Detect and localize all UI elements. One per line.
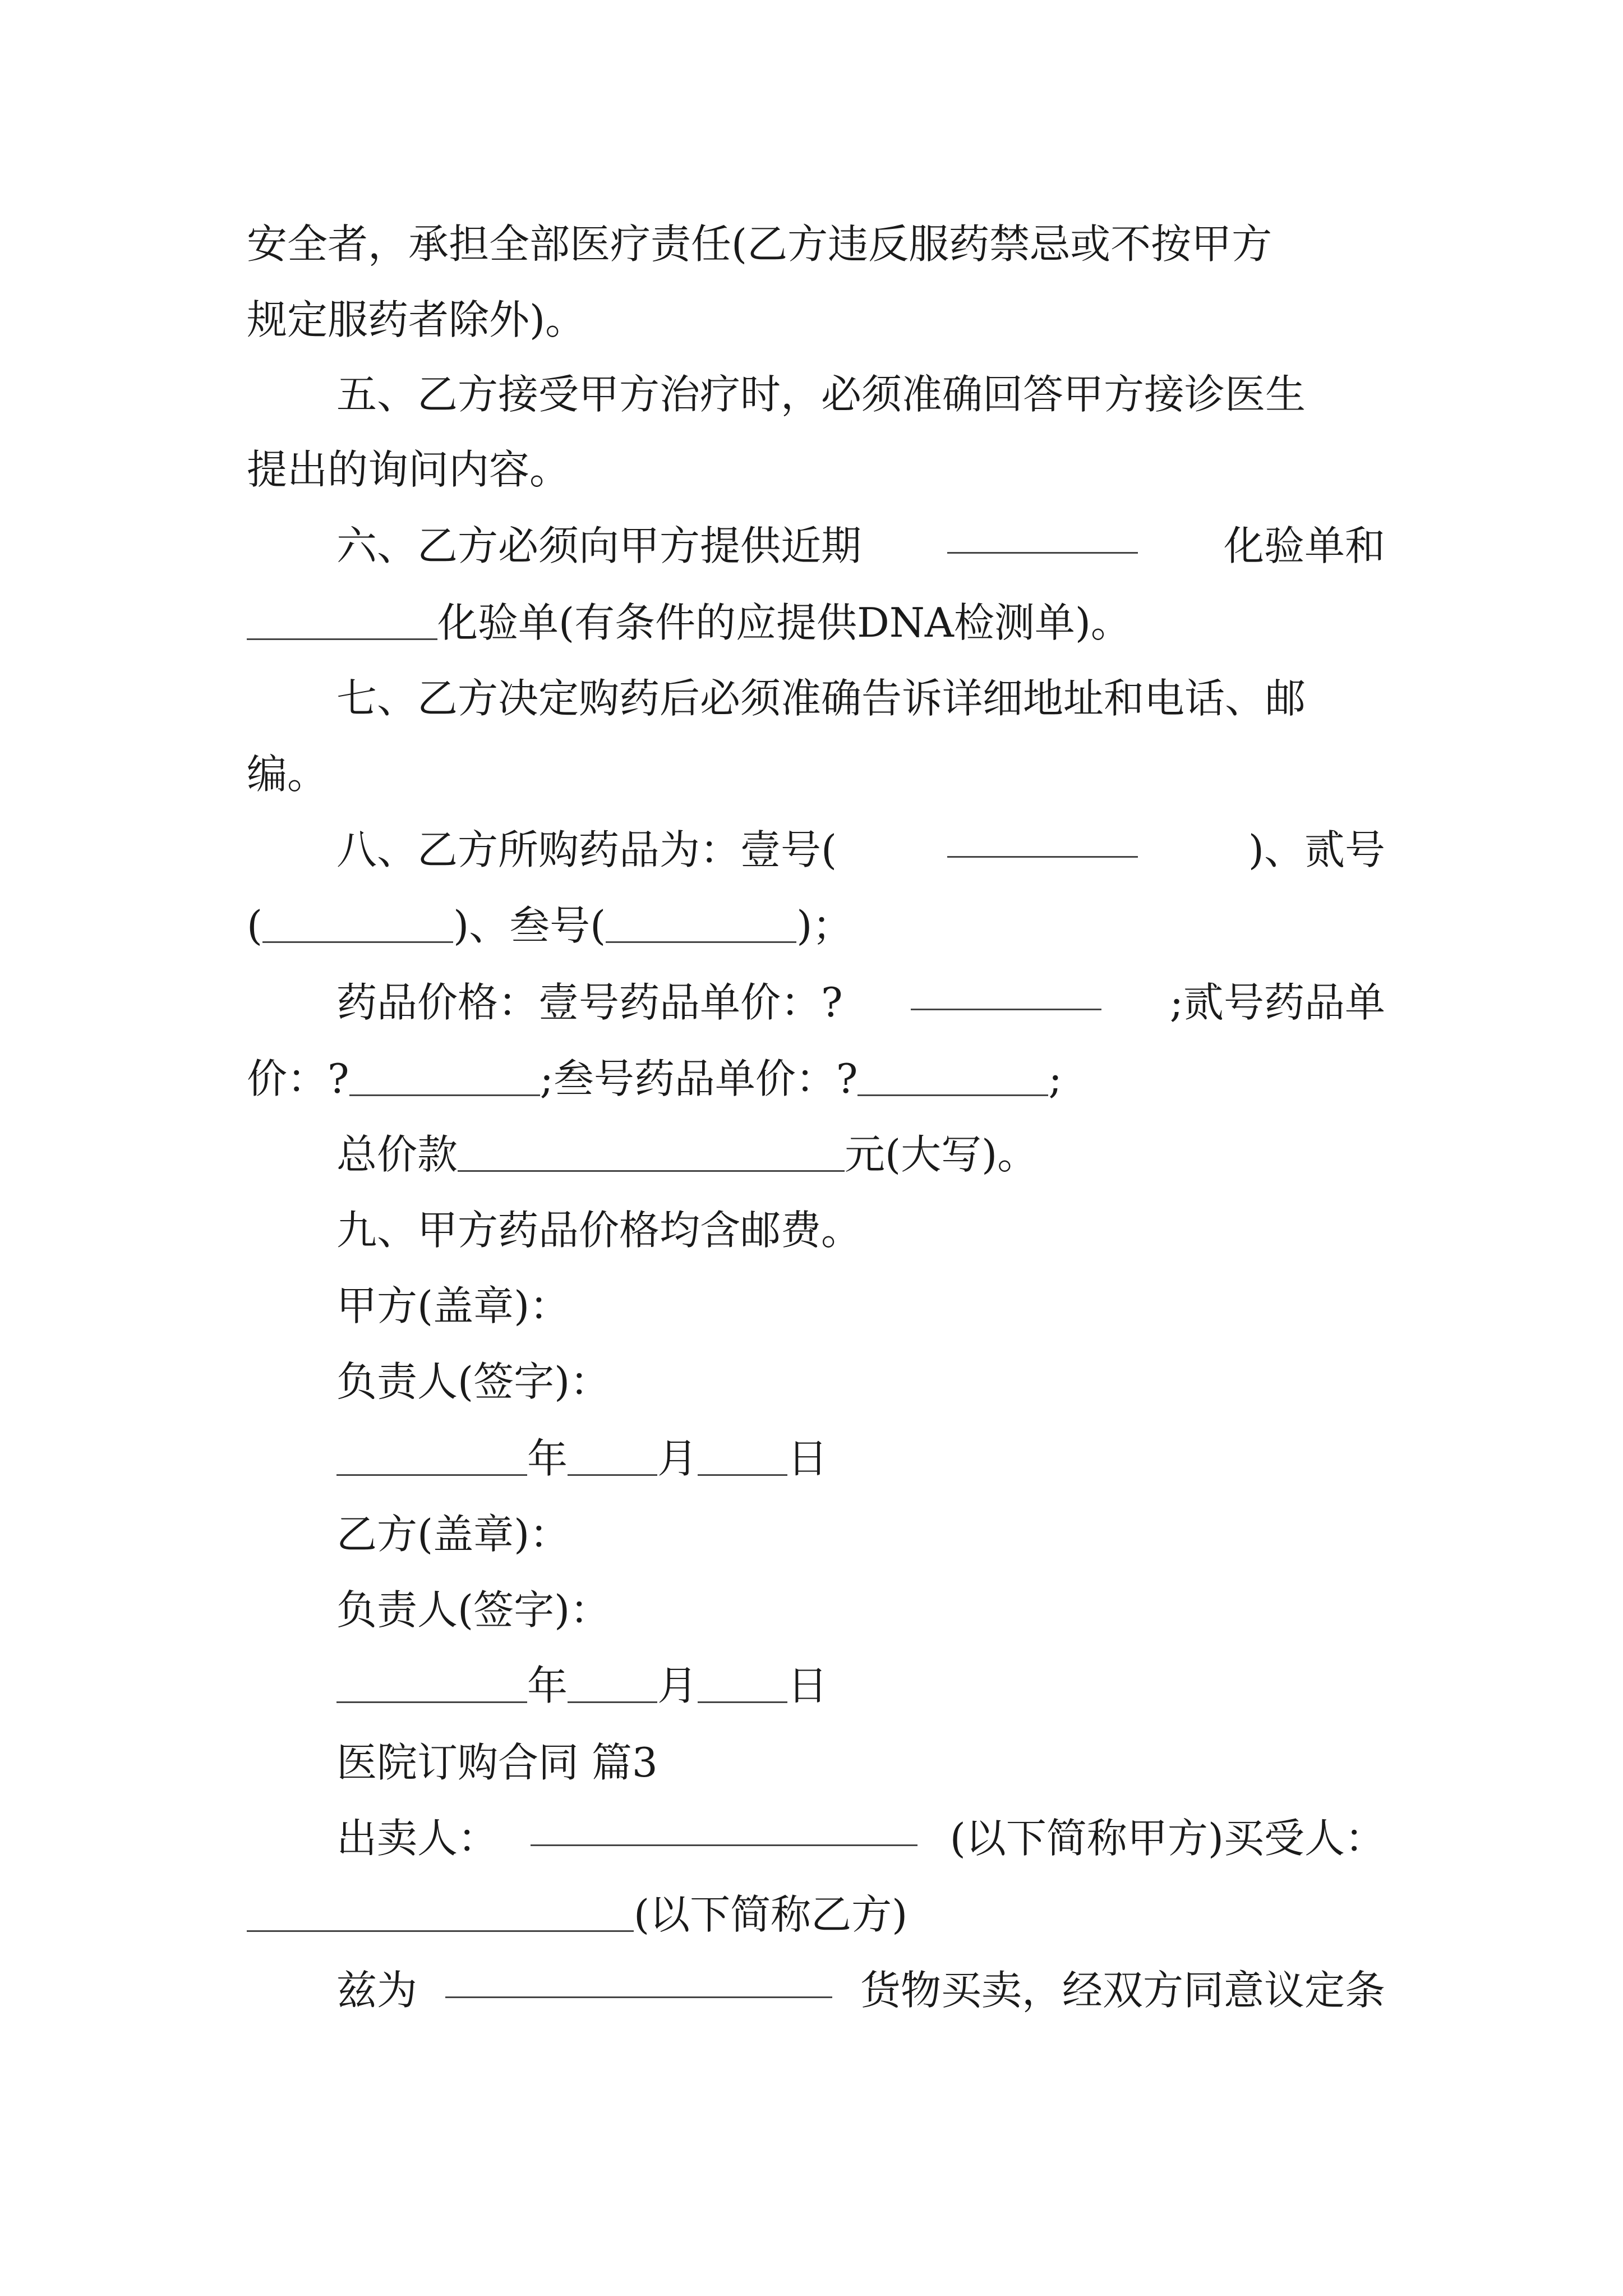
text: 月 bbox=[657, 1662, 698, 1709]
party-a-date bbox=[336, 1428, 1385, 1489]
price-line bbox=[336, 972, 1385, 1033]
section-heading bbox=[336, 1732, 1385, 1793]
paragraph-line bbox=[247, 289, 1385, 351]
fill-blank[interactable] bbox=[445, 1959, 832, 1998]
text: 元(大写)。 bbox=[845, 1131, 1038, 1178]
party-a-signer bbox=[336, 1351, 1385, 1412]
fill-blank[interactable] bbox=[857, 1057, 1048, 1096]
fill-blank[interactable] bbox=[568, 1664, 657, 1703]
text: ;叁号药品单价：? bbox=[540, 1055, 858, 1102]
text: 年 bbox=[527, 1662, 568, 1709]
text: (以下简称乙方) bbox=[634, 1891, 908, 1938]
text: ( bbox=[247, 902, 263, 949]
text: 药品价格：壹号药品单价：? bbox=[336, 979, 843, 1026]
paragraph-line bbox=[247, 895, 1385, 956]
fill-blank[interactable] bbox=[606, 904, 796, 943]
party-b-date bbox=[336, 1655, 1385, 1717]
fill-blank[interactable] bbox=[911, 972, 1101, 1010]
text: )、贰号 bbox=[1248, 826, 1385, 873]
purpose-line bbox=[336, 1959, 1385, 2021]
text: 编。 bbox=[247, 751, 328, 798]
fill-blank[interactable] bbox=[947, 819, 1138, 858]
clause-8 bbox=[336, 819, 1385, 881]
fill-blank[interactable] bbox=[698, 1437, 787, 1476]
text: (以下简称甲方)买受人： bbox=[949, 1815, 1385, 1862]
text: 五、乙方接受甲方治疗时，必须准确回答甲方接诊医生 bbox=[336, 371, 1306, 418]
text: 货物买卖，经双方同意议定条 bbox=[860, 1967, 1385, 2014]
text: 日 bbox=[787, 1435, 828, 1482]
text: 负责人(签字)： bbox=[336, 1586, 611, 1634]
text: )； bbox=[796, 902, 853, 949]
seller-line bbox=[336, 1807, 1385, 1869]
text: 八、乙方所购药品为：壹号( bbox=[336, 826, 837, 873]
clause-7 bbox=[336, 668, 1385, 729]
fill-blank[interactable] bbox=[947, 515, 1138, 554]
text: 安全者，承担全部医疗责任(乙方违反服药禁忌或不按甲方 bbox=[247, 220, 1272, 268]
clause-9 bbox=[336, 1199, 1385, 1261]
text: 化验单和 bbox=[1223, 522, 1385, 569]
text: 月 bbox=[657, 1435, 698, 1482]
text: )、叁号( bbox=[453, 902, 606, 949]
text: 兹为 bbox=[336, 1967, 418, 2014]
party-b-signer bbox=[336, 1579, 1385, 1641]
fill-blank[interactable] bbox=[698, 1664, 787, 1703]
paragraph-line bbox=[247, 213, 1385, 275]
text: 化验单(有条件的应提供DNA检测单)。 bbox=[437, 599, 1131, 646]
paragraph-line bbox=[247, 592, 1385, 654]
fill-blank[interactable] bbox=[336, 1664, 527, 1703]
text: 甲方(盖章)： bbox=[336, 1282, 570, 1329]
text: 七、乙方决定购药后必须准确告诉详细地址和电话、邮 bbox=[336, 675, 1306, 722]
text: 医院订购合同 篇3 bbox=[336, 1739, 658, 1786]
clause-6 bbox=[336, 515, 1385, 577]
total-price-line bbox=[336, 1124, 1385, 1185]
fill-blank[interactable] bbox=[531, 1807, 917, 1846]
text: ;贰号药品单 bbox=[1169, 979, 1385, 1026]
fill-blank[interactable] bbox=[349, 1057, 540, 1096]
text: 总价款 bbox=[336, 1131, 458, 1178]
text: 六、乙方必须向甲方提供近期 bbox=[336, 522, 862, 569]
text: 规定服药者除外)。 bbox=[247, 296, 586, 343]
text: 负责人(签字)： bbox=[336, 1358, 611, 1405]
paragraph-line bbox=[247, 1048, 1385, 1110]
fill-blank[interactable] bbox=[247, 1893, 634, 1932]
clause-5 bbox=[336, 364, 1385, 425]
text: 年 bbox=[527, 1435, 568, 1482]
text: 日 bbox=[787, 1662, 828, 1709]
party-b-seal bbox=[336, 1503, 1385, 1565]
fill-blank[interactable] bbox=[336, 1437, 527, 1476]
fill-blank[interactable] bbox=[247, 601, 437, 640]
text: 九、甲方药品价格均含邮费。 bbox=[336, 1207, 862, 1254]
text: 出卖人： bbox=[336, 1815, 499, 1862]
fill-blank[interactable] bbox=[568, 1437, 657, 1476]
paragraph-line bbox=[247, 1884, 1385, 1945]
fill-blank[interactable] bbox=[262, 904, 453, 943]
text: 乙方(盖章)： bbox=[336, 1511, 570, 1558]
text: 提出的询问内容。 bbox=[247, 446, 570, 493]
fill-blank[interactable] bbox=[458, 1133, 845, 1172]
text: 价：? bbox=[247, 1055, 349, 1102]
paragraph-line bbox=[247, 439, 1385, 500]
party-a-seal bbox=[336, 1275, 1385, 1337]
paragraph-line bbox=[247, 743, 1385, 805]
text: ; bbox=[1048, 1055, 1062, 1102]
